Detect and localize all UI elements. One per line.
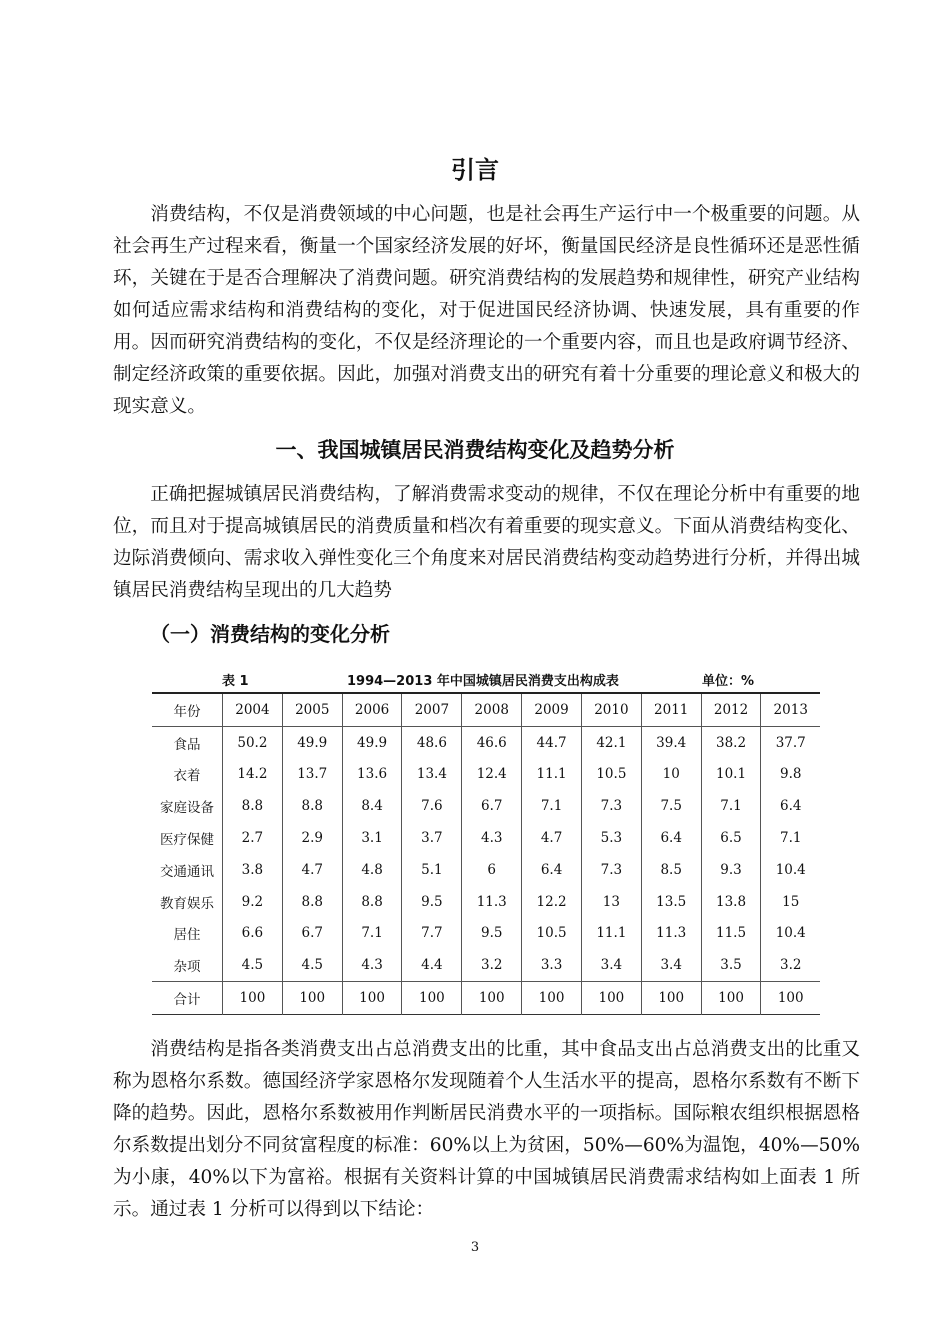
table-cell: 4.3 (342, 949, 402, 981)
table-cell: 6 (462, 854, 522, 886)
table-cell: 39.4 (641, 726, 701, 758)
table-cell: 4.5 (282, 949, 342, 981)
table-cell: 100 (701, 982, 761, 1015)
table-cell: 9.5 (462, 918, 522, 950)
table-cell: 3.8 (223, 854, 283, 886)
table-row (152, 822, 820, 854)
table-row (152, 790, 820, 822)
table-cell: 10.5 (522, 918, 582, 950)
table-cell: 2010 (581, 693, 641, 726)
table-cell: 100 (641, 982, 701, 1015)
table-cell: 10 (641, 759, 701, 791)
table-cell: 2011 (641, 693, 701, 726)
table-row (152, 726, 820, 758)
table-cell: 13 (581, 886, 641, 918)
table-row (152, 854, 820, 886)
table-cell: 7.1 (761, 822, 820, 854)
table-cell: 8.8 (282, 886, 342, 918)
table-cell: 13.8 (701, 886, 761, 918)
table-title: 1994—2013 年中国城镇居民消费支出构成表 (347, 674, 619, 689)
table-cell: 3.4 (581, 949, 641, 981)
table-cell: 11.5 (701, 918, 761, 950)
page-number: 3 (470, 1240, 480, 1255)
table-cell: 100 (462, 982, 522, 1015)
table-cell: 2.9 (282, 822, 342, 854)
table-unit: 单位：% (702, 674, 755, 689)
table-cell: 5.3 (581, 822, 641, 854)
table-cell: 2009 (522, 693, 582, 726)
table-row (152, 693, 820, 726)
analysis-paragraph: 消费结构是指各类消费支出占总消费支出的比重，其中食品支出占总消费支出的比重又称为恩格尔系数。德国经济学家恩格尔发现随着个人生活水平的提高，恩格尔系数有不断下降的趋势。因此，恩格尔系数被用作判断居民消费水平的一项指标。国际粮农组织根据恩格尔系数提出划分不同贫富程度的标准：60%以上为贫困，50%—60%为温饱，40%—50%为小康，40%以下为富裕。根据有关资料计算的中国城镇居民消费需求结构如上面表 1 所示。 (113, 1039, 860, 1220)
table-cell: 10.1 (701, 759, 761, 791)
table-cell: 100 (522, 982, 582, 1015)
table-cell: 100 (223, 982, 283, 1015)
table-cell: 48.6 (402, 726, 462, 758)
table-cell: 11.1 (522, 759, 582, 791)
intro-paragraph: 消费结构，不仅是消费领域的中心问题，也是社会再生产运行中一个极重要的问题。从社会再生产过程来看，衡量一个国家经济发展的好坏，衡量国民经济是良性循环还是恶性循环，关键在于是否合理解决了消费问题。研究消费结构的发展趋势和规律性，研究产业结构如何适应需求结构和消费结构的变化，对于促进国民经济协调、快速发展，具有重要的作用。因而研究消费结构的变化，不仅是经济理论的一个重要内容，而且也是政府调节经济、制定经济政策的重要依据。因此，加强对消费支出的研究有着十分重要的理论意义和极大的现实意义。 (113, 204, 860, 417)
table-cell: 100 (282, 982, 342, 1015)
table-cell: 4.8 (342, 854, 402, 886)
table-cell: 6.4 (522, 854, 582, 886)
row-label: 教育娱乐 (160, 895, 214, 912)
table-cell: 7.7 (402, 918, 462, 950)
table-cell: 9.5 (402, 886, 462, 918)
table-cell: 7.3 (581, 854, 641, 886)
table-cell: 6.6 (223, 918, 283, 950)
table-row (152, 949, 820, 981)
conclusion-intro: 通过表 1 分析可以得到以下结论： (150, 1199, 435, 1220)
table-cell: 6.7 (462, 790, 522, 822)
table-row (152, 886, 820, 918)
table-cell: 8.8 (282, 790, 342, 822)
consumption-table (152, 692, 820, 1015)
table-cell: 12.4 (462, 759, 522, 791)
row-label: 医疗保健 (160, 832, 214, 849)
table-cell: 10.5 (581, 759, 641, 791)
table-cell: 2008 (462, 693, 522, 726)
row-label: 杂项 (173, 959, 201, 976)
table-cell: 10.4 (761, 854, 820, 886)
table-cell: 7.1 (342, 918, 402, 950)
table-cell: 50.2 (223, 726, 283, 758)
table-cell: 11.1 (581, 918, 641, 950)
row-label: 年份 (152, 693, 223, 726)
row-label: 衣着 (173, 768, 201, 785)
table-row (152, 759, 820, 791)
table-cell: 46.6 (462, 726, 522, 758)
table-cell: 3.3 (522, 949, 582, 981)
table-cell: 2004 (223, 693, 283, 726)
table-cell: 100 (761, 982, 820, 1015)
table-cell: 9.3 (701, 854, 761, 886)
table-cell: 8.4 (342, 790, 402, 822)
table-cell: 49.9 (282, 726, 342, 758)
table-cell: 4.7 (522, 822, 582, 854)
table-cell: 4.3 (462, 822, 522, 854)
table-cell: 9.8 (761, 759, 820, 791)
table-cell: 2007 (402, 693, 462, 726)
row-label: 居住 (173, 927, 201, 944)
table-cell: 11.3 (641, 918, 701, 950)
table-cell: 2012 (701, 693, 761, 726)
table-cell: 6.7 (282, 918, 342, 950)
table-cell: 2005 (282, 693, 342, 726)
table-cell: 42.1 (581, 726, 641, 758)
table-cell: 6.5 (701, 822, 761, 854)
table-cell: 8.5 (641, 854, 701, 886)
table-cell: 10.4 (761, 918, 820, 950)
section-heading: 一、我国城镇居民消费结构变化及趋势分析 (275, 438, 675, 462)
row-label: 交通通讯 (160, 863, 214, 880)
table-cell: 3.2 (462, 949, 522, 981)
table-cell: 8.8 (223, 790, 283, 822)
table-cell: 2006 (342, 693, 402, 726)
table-cell: 6.4 (761, 790, 820, 822)
table-cell: 7.5 (641, 790, 701, 822)
table-row (152, 982, 820, 1015)
table-cell: 7.6 (402, 790, 462, 822)
table-cell: 2.7 (223, 822, 283, 854)
table-cell: 4.4 (402, 949, 462, 981)
table-cell: 4.5 (223, 949, 283, 981)
section-paragraph: 正确把握城镇居民消费结构，了解消费需求变动的规律，不仅在理论分析中有重要的地位，而且对于提高城镇居民的消费质量和档次有着重要的现实意义。下面从消费结构变化、边际消费倾向、需求收入弹性变化三个角度来对居民消费结构变动趋势进行分析，并得出城镇居民消费结构呈现出的几大趋势 (113, 484, 860, 601)
table-cell: 8.8 (342, 886, 402, 918)
table-cell: 49.9 (342, 726, 402, 758)
table-cell: 7.1 (701, 790, 761, 822)
table-cell: 13.4 (402, 759, 462, 791)
subsection-heading: （一）消费结构的变化分析 (150, 622, 390, 646)
table-cell: 4.7 (282, 854, 342, 886)
table-cell: 11.3 (462, 886, 522, 918)
table-caption (152, 670, 820, 690)
table-cell: 13.6 (342, 759, 402, 791)
table-cell: 3.4 (641, 949, 701, 981)
table-cell: 14.2 (223, 759, 283, 791)
row-label: 合计 (152, 982, 223, 1015)
table-row (152, 918, 820, 950)
table-cell: 13.5 (641, 886, 701, 918)
table-cell: 100 (581, 982, 641, 1015)
table-cell: 3.5 (701, 949, 761, 981)
table-cell: 5.1 (402, 854, 462, 886)
table-cell: 100 (342, 982, 402, 1015)
table-cell: 7.1 (522, 790, 582, 822)
table-cell: 13.7 (282, 759, 342, 791)
table-cell: 12.2 (522, 886, 582, 918)
table-cell: 7.3 (581, 790, 641, 822)
row-label: 家庭设备 (160, 800, 214, 817)
table-cell: 37.7 (761, 726, 820, 758)
table-cell: 100 (402, 982, 462, 1015)
table-cell: 3.2 (761, 949, 820, 981)
table-cell: 3.7 (402, 822, 462, 854)
table-cell: 15 (761, 886, 820, 918)
table-cell: 44.7 (522, 726, 582, 758)
row-label: 食品 (173, 736, 201, 753)
table-cell: 6.4 (641, 822, 701, 854)
table-cell: 3.1 (342, 822, 402, 854)
table-cell: 9.2 (223, 886, 283, 918)
table-cell: 2013 (761, 693, 820, 726)
table-cell: 38.2 (701, 726, 761, 758)
page-title: 引言 (451, 156, 499, 184)
table-label: 表 1 (222, 674, 249, 689)
